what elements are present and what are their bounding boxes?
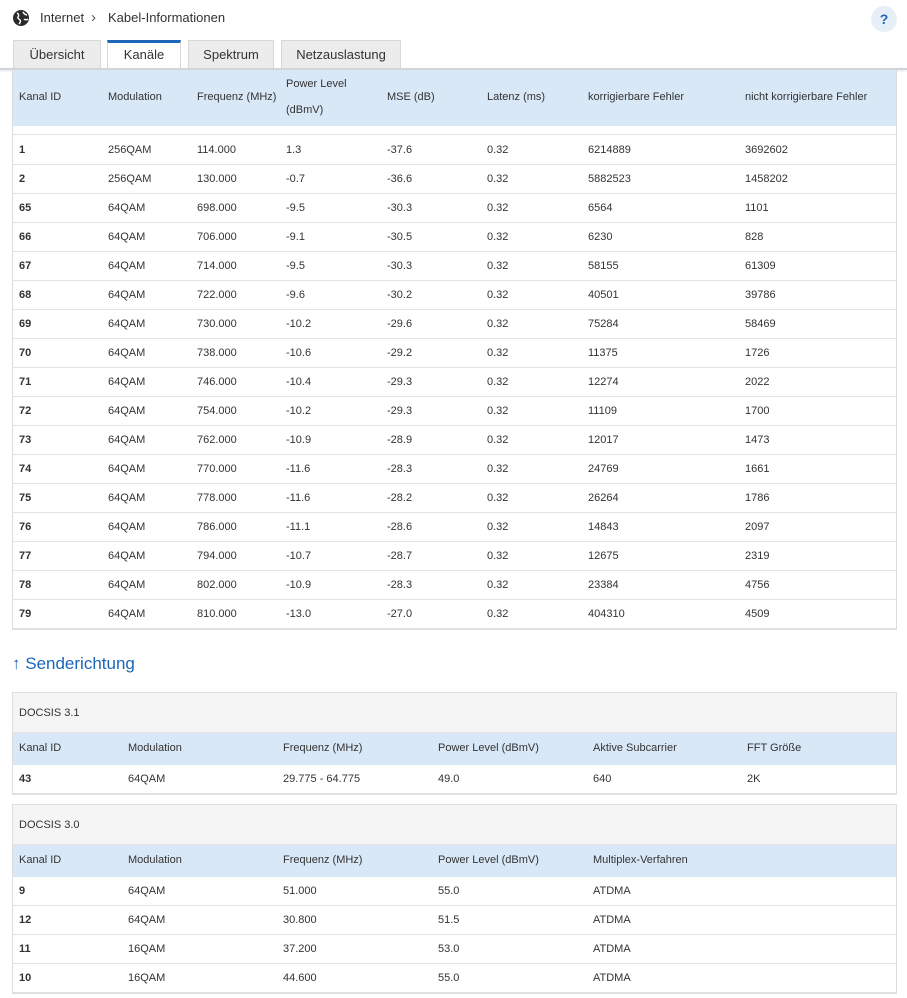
table-row [13,339,897,368]
cell: 71 [19,376,32,388]
arrow-up-icon: ↑ [12,654,21,673]
cell: 0.32 [487,202,509,214]
cell: 4509 [745,608,770,620]
cell: -0.7 [286,173,305,185]
cell: 786.000 [197,521,237,533]
breadcrumb-internet[interactable]: Internet [40,10,85,25]
cell: 9 [19,885,26,897]
cell: 2319 [745,550,770,562]
cell: 16QAM [128,943,166,955]
section-title: Senderichtung [25,654,135,673]
cell: 64QAM [108,376,146,388]
table-row [13,484,897,513]
cell: 40501 [588,289,619,301]
cell: 114.000 [197,144,236,156]
cell: -30.2 [387,289,413,301]
cell: 1661 [745,463,770,475]
cell: 770.000 [197,463,237,475]
cell: 0.32 [487,231,509,243]
cell: -28.3 [387,463,413,475]
cell: 12 [19,914,32,926]
cell: 2 [19,173,26,185]
cell: 1458202 [745,173,788,185]
cell: 58155 [588,260,619,272]
chevron-right-icon: › [91,9,96,26]
cell: 0.32 [487,608,509,620]
cell: 778.000 [197,492,237,504]
top-header [0,0,907,38]
cell: 26264 [588,492,619,504]
cell: 55.0 [438,972,460,984]
cell: 130.000 [197,173,237,185]
cell: 1473 [745,434,770,446]
cell: 10 [19,972,32,984]
cell: 0.32 [487,289,509,301]
cell: 0.32 [487,318,509,330]
table-header [13,70,897,126]
table-row [13,426,897,455]
cell: -30.3 [387,260,413,272]
cell: 1726 [745,347,770,359]
col-aktive-subcarrier: Aktive Subcarrier [593,742,677,754]
cell: 828 [745,231,764,243]
cell: 0.32 [487,405,509,417]
cell: 64QAM [108,434,146,446]
cell: 1700 [745,405,770,417]
cell: 11109 [588,405,617,417]
cell: 0.32 [487,376,509,388]
cell: 64QAM [108,492,146,504]
col-modulation: Modulation [128,742,182,754]
table-row [13,765,896,794]
cell: 67 [19,260,32,272]
cell: 0.32 [487,579,509,591]
table-row [13,223,897,252]
cell: 1.3 [286,144,302,156]
cell: ATDMA [593,914,631,926]
table-row [13,368,897,397]
cell: ATDMA [593,885,631,897]
cell: 78 [19,579,32,591]
cell: 0.32 [487,260,509,272]
cell: 0.32 [487,492,509,504]
cell: 12675 [588,550,619,562]
docsis30-label: DOCSIS 3.0 [13,805,896,845]
table-row [13,600,897,629]
cell: 64QAM [128,914,166,926]
cell: 39786 [745,289,776,301]
cell: 0.32 [487,173,509,185]
cell: 74 [19,463,32,475]
cell: 64QAM [108,608,146,620]
cell: -10.2 [286,318,312,330]
cell: 746.000 [197,376,237,388]
cell: 802.000 [197,579,237,591]
cell: 0.32 [487,550,509,562]
cell: 68 [19,289,32,301]
cell: -29.6 [387,318,413,330]
docsis31-table [12,692,897,795]
cell: 0.32 [487,463,509,475]
col-latenz: Latenz (ms) [487,91,546,103]
cell: 11 [19,943,31,955]
cell: 6230 [588,231,613,243]
cell: -29.3 [387,376,413,388]
cell: -28.9 [387,434,413,446]
cell: 706.000 [197,231,237,243]
cell: 730.000 [197,318,237,330]
cell: 754.000 [197,405,237,417]
cell: 5882523 [588,173,631,185]
cell: -28.2 [387,492,413,504]
cell: 640 [593,773,612,785]
cell: -9.6 [286,289,305,301]
cell: 64QAM [108,289,146,301]
cell: 12274 [588,376,619,388]
cell: -9.5 [286,260,305,272]
table-row [13,136,897,165]
cell: 722.000 [197,289,237,301]
cell: -11.1 [286,521,311,533]
cell: -29.3 [387,405,413,417]
cell: -36.6 [387,173,413,185]
table-row [13,455,897,484]
table-row [13,397,897,426]
cell: 16QAM [128,972,166,984]
table-row [13,513,897,542]
cell: 1786 [745,492,770,504]
table-row [13,542,897,571]
cell: -37.6 [387,144,413,156]
tab-spektrum[interactable]: Spektrum [188,40,274,69]
tab-uebersicht[interactable]: Übersicht [13,40,101,69]
cell: 794.000 [197,550,237,562]
table-row [13,310,897,339]
cell: 64QAM [108,318,146,330]
cell: 77 [19,550,32,562]
cell: 58469 [745,318,776,330]
cell: 762.000 [197,434,237,446]
cell: -28.6 [387,521,413,533]
col-kanal-id: Kanal ID [19,91,62,103]
cell: -10.9 [286,434,312,446]
cell: -10.9 [286,579,312,591]
col-power-level-unit: (dBmV) [286,104,324,116]
cell: -10.2 [286,405,312,417]
cell: 75 [19,492,32,504]
cell: 64QAM [108,347,146,359]
table-row [13,964,896,993]
cell: -10.4 [286,376,312,388]
cell: 0.32 [487,347,509,359]
cell: 64QAM [128,885,166,897]
col-frequenz: Frequenz (MHz) [283,854,363,866]
cell: 3692602 [745,144,788,156]
cell: 64QAM [108,405,146,417]
cell: -10.7 [286,550,312,562]
cell: 2022 [745,376,770,388]
cell: 24769 [588,463,619,475]
cell: 64QAM [108,463,146,475]
cell: 43 [19,773,32,785]
col-power-level: Power Level [286,78,347,90]
globe-icon [12,9,30,27]
col-kanal-id: Kanal ID [19,854,62,866]
col-power-level: Power Level (dBmV) [438,854,539,866]
col-modulation: Modulation [108,91,162,103]
cell: -30.5 [387,231,413,243]
table-body [13,877,896,993]
cell: 0.32 [487,521,509,533]
table-row [13,281,897,310]
cell: -13.0 [286,608,312,620]
table-row [13,194,897,223]
cell: 66 [19,231,32,243]
table-header [13,733,896,765]
cell: 64QAM [108,579,146,591]
col-power-level: Power Level (dBmV) [438,742,539,754]
cell: 75284 [588,318,619,330]
table-header [13,845,896,877]
cell: 64QAM [108,202,146,214]
cell: 70 [19,347,32,359]
cell: 65 [19,202,32,214]
cell: -29.2 [387,347,413,359]
cell: 404310 [588,608,625,620]
cell: 64QAM [108,550,146,562]
cell: 79 [19,608,32,620]
help-button[interactable]: ? [871,6,897,32]
tab-kanaele[interactable]: Kanäle [107,40,181,70]
cell: -9.1 [286,231,305,243]
cell: 29.775 - 64.775 [283,773,361,785]
cell: 4756 [745,579,770,591]
cell: 14843 [588,521,619,533]
cell: 12017 [588,434,619,446]
cell: 76 [19,521,32,533]
cell: -30.3 [387,202,413,214]
cell: -10.6 [286,347,312,359]
cell: 698.000 [197,202,237,214]
table-row [13,877,896,906]
cell: 30.800 [283,914,317,926]
cell: -9.5 [286,202,305,214]
cell: 1 [19,144,26,156]
table-row [13,252,897,281]
table-row [13,906,896,935]
cell: 1101 [745,202,769,214]
cell: 61309 [745,260,776,272]
downstream-table[interactable] [12,70,897,630]
col-korrigierbare: korrigierbare Fehler [588,91,684,103]
cell: 64QAM [108,521,146,533]
cell: -28.3 [387,579,413,591]
cell: -28.7 [387,550,413,562]
tab-netzauslastung[interactable]: Netzauslastung [281,40,401,69]
cell: 73 [19,434,32,446]
cell: ATDMA [593,943,631,955]
table-row [13,165,897,194]
cell: 44.600 [283,972,317,984]
section-senderichtung[interactable] [12,654,135,674]
cell: ATDMA [593,972,631,984]
cell: 6564 [588,202,613,214]
cell: 53.0 [438,943,460,955]
cell: 256QAM [108,144,152,156]
col-modulation: Modulation [128,854,182,866]
cell: 0.32 [487,144,509,156]
col-mse: MSE (dB) [387,91,435,103]
cell: 64QAM [108,231,146,243]
cell: 256QAM [108,173,152,185]
cell: 0.32 [487,434,509,446]
col-multiplex-verfahren: Multiplex-Verfahren [593,854,688,866]
cell: 64QAM [108,260,146,272]
breadcrumb-kabel-informationen: Kabel-Informationen [108,10,226,25]
cell: 37.200 [283,943,317,955]
cell: 714.000 [197,260,237,272]
col-frequenz: Frequenz (MHz) [197,91,277,103]
cell: 738.000 [197,347,237,359]
docsis30-table [12,804,897,994]
col-kanal-id: Kanal ID [19,742,62,754]
table-row [13,571,897,600]
cell: 2097 [745,521,770,533]
cell: 69 [19,318,32,330]
table-row [13,935,896,964]
col-nicht-korrigierbare: nicht korrigierbare Fehler [745,91,868,103]
cell: 51.5 [438,914,460,926]
cell: 49.0 [438,773,460,785]
docsis31-label: DOCSIS 3.1 [13,693,896,733]
cell: -27.0 [387,608,413,620]
cell: -11.6 [286,492,311,504]
cell: 11375 [588,347,618,359]
cell: -11.6 [286,463,311,475]
cell: 2K [747,773,761,785]
col-fft-groesse: FFT Größe [747,742,802,754]
cell: 55.0 [438,885,460,897]
cell: 64QAM [128,773,166,785]
col-frequenz: Frequenz (MHz) [283,742,363,754]
cell: 72 [19,405,32,417]
cell: 810.000 [197,608,237,620]
cell: 6214889 [588,144,631,156]
cell: 51.000 [283,885,317,897]
cell: 23384 [588,579,619,591]
